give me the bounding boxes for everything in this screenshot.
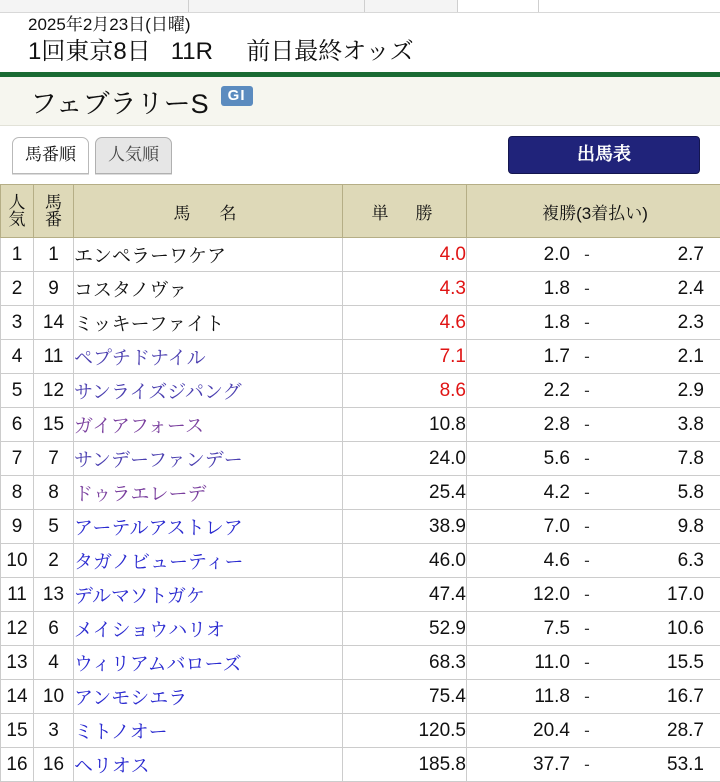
place-odds-high: 7.8 [604,448,716,470]
cell-win-odds: 46.0 [343,544,467,578]
place-odds-low: 11.8 [474,686,570,708]
place-odds-dash: - [570,585,604,605]
place-odds-low: 1.8 [474,278,570,300]
entry-table-button[interactable]: 出馬表 [508,136,700,174]
table-row[interactable] [1,612,720,646]
cell-popularity: 6 [1,408,34,442]
race-name: フェブラリーS [30,82,209,121]
place-odds-high: 2.3 [604,312,716,334]
cell-place-odds [467,680,720,714]
place-odds-high: 2.1 [604,346,716,368]
place-odds-dash: - [570,415,604,435]
cell-popularity: 7 [1,442,34,476]
cell-horse-name[interactable]: メイショウハリオ [74,612,343,646]
place-odds-high: 17.0 [604,584,716,606]
place-odds-range [467,380,720,402]
place-odds-low: 37.7 [474,754,570,776]
cell-place-odds [467,578,720,612]
cell-win-odds: 10.8 [343,408,467,442]
cell-horse-number: 14 [34,306,74,340]
cell-win-odds: 8.6 [343,374,467,408]
cell-place-odds [467,374,720,408]
race-date: 2025年2月23日(日曜) [0,14,720,36]
place-odds-low: 12.0 [474,584,570,606]
cell-horse-name[interactable]: サンデーファンデー [74,442,343,476]
cell-horse-name[interactable]: ウィリアムバローズ [74,646,343,680]
tab-segment-4[interactable] [458,0,539,12]
place-odds-range [467,720,720,742]
place-odds-high: 6.3 [604,550,716,572]
place-odds-range [467,754,720,776]
place-odds-range [467,516,720,538]
cell-horse-name[interactable]: アーテルアストレア [74,510,343,544]
cell-popularity: 9 [1,510,34,544]
place-odds-dash: - [570,279,604,299]
cell-horse-number: 11 [34,340,74,374]
odds-type-label: 前日最終オッズ [246,38,413,65]
place-odds-dash: - [570,245,604,265]
table-row[interactable] [1,510,720,544]
tab-by-popularity[interactable]: 人気順 [95,137,172,174]
cell-horse-name[interactable]: デルマソトガケ [74,578,343,612]
cell-place-odds [467,714,720,748]
place-odds-dash: - [570,721,604,741]
cell-win-odds: 4.3 [343,272,467,306]
cell-place-odds [467,612,720,646]
place-odds-low: 4.2 [474,482,570,504]
cell-horse-number: 16 [34,748,74,782]
column-header-place-odds: 複勝(3着払い) [467,185,720,238]
cell-horse-number: 9 [34,272,74,306]
place-odds-low: 2.8 [474,414,570,436]
cell-horse-name[interactable]: タガノビューティー [74,544,343,578]
place-odds-range [467,244,720,266]
column-header-win-odds: 単 勝 [343,185,467,238]
place-odds-dash: - [570,687,604,707]
odds-toolbar [0,126,720,184]
tab-segment-2[interactable] [189,0,365,12]
cell-popularity: 4 [1,340,34,374]
cell-place-odds [467,340,720,374]
place-odds-high: 2.7 [604,244,716,266]
cell-place-odds [467,748,720,782]
cell-horse-name[interactable]: ヘリオス [74,748,343,782]
cell-popularity: 10 [1,544,34,578]
place-odds-low: 1.7 [474,346,570,368]
cell-place-odds [467,238,720,272]
sort-tabs [12,137,172,174]
cell-horse-name[interactable]: エンペラーワケア [74,238,343,272]
cell-popularity: 5 [1,374,34,408]
table-row[interactable] [1,714,720,748]
cell-popularity: 15 [1,714,34,748]
cell-horse-name[interactable]: ミトノオー [74,714,343,748]
place-odds-range [467,414,720,436]
place-odds-dash: - [570,551,604,571]
place-odds-low: 11.0 [474,652,570,674]
cell-popularity: 3 [1,306,34,340]
cell-win-odds: 25.4 [343,476,467,510]
table-row[interactable] [1,680,720,714]
cell-popularity: 13 [1,646,34,680]
place-odds-low: 2.2 [474,380,570,402]
cell-place-odds [467,442,720,476]
place-odds-range [467,312,720,334]
cell-place-odds [467,476,720,510]
cell-horse-number: 12 [34,374,74,408]
table-row[interactable] [1,306,720,340]
tab-strip-filler [539,0,720,12]
meeting-label: 1回東京8日 [28,38,151,65]
cell-horse-name[interactable]: ミッキーファイト [74,306,343,340]
place-odds-high: 5.8 [604,482,716,504]
place-odds-dash: - [570,755,604,775]
place-odds-high: 16.7 [604,686,716,708]
place-odds-high: 53.1 [604,754,716,776]
cell-win-odds: 4.0 [343,238,467,272]
cell-win-odds: 47.4 [343,578,467,612]
place-odds-dash: - [570,619,604,639]
grade-badge: GI [221,86,253,106]
place-odds-range [467,278,720,300]
cell-popularity: 1 [1,238,34,272]
cell-win-odds: 120.5 [343,714,467,748]
place-odds-dash: - [570,517,604,537]
cell-win-odds: 24.0 [343,442,467,476]
place-odds-dash: - [570,449,604,469]
cell-popularity: 11 [1,578,34,612]
cell-horse-number: 13 [34,578,74,612]
cell-place-odds [467,306,720,340]
cell-win-odds: 4.6 [343,306,467,340]
place-odds-low: 5.6 [474,448,570,470]
place-odds-high: 3.8 [604,414,716,436]
cell-place-odds [467,646,720,680]
race-number: 11R [171,38,213,65]
cell-popularity: 2 [1,272,34,306]
cell-horse-name[interactable]: ペプチドナイル [74,340,343,374]
place-odds-range [467,618,720,640]
place-odds-range [467,652,720,674]
table-row[interactable] [1,340,720,374]
column-header-popularity: 人 気 [1,185,34,238]
page-header [0,13,720,72]
place-odds-dash: - [570,347,604,367]
place-odds-dash: - [570,483,604,503]
table-row[interactable] [1,748,720,782]
tab-segment-3[interactable] [365,0,458,12]
place-odds-high: 9.8 [604,516,716,538]
cell-horse-name[interactable]: アンモシエラ [74,680,343,714]
cell-popularity: 8 [1,476,34,510]
table-header-row [1,185,720,238]
cell-popularity: 14 [1,680,34,714]
place-odds-range [467,482,720,504]
table-row[interactable] [1,408,720,442]
odds-table [0,184,720,782]
place-odds-range [467,584,720,606]
cell-popularity: 12 [1,612,34,646]
table-row[interactable] [1,374,720,408]
cell-horse-number: 2 [34,544,74,578]
place-odds-range [467,686,720,708]
cell-win-odds: 38.9 [343,510,467,544]
place-odds-high: 28.7 [604,720,716,742]
cell-horse-name[interactable]: ドゥラエレーデ [74,476,343,510]
odds-table-body [1,238,720,782]
place-odds-dash: - [570,313,604,333]
place-odds-high: 2.9 [604,380,716,402]
cell-horse-number: 10 [34,680,74,714]
tab-segment-1[interactable] [0,0,189,12]
cell-popularity: 16 [1,748,34,782]
cell-horse-name[interactable]: サンライズジパング [74,374,343,408]
cell-horse-name[interactable]: コスタノヴァ [74,272,343,306]
cell-place-odds [467,544,720,578]
cell-horse-name[interactable]: ガイアフォース [74,408,343,442]
table-row[interactable] [1,442,720,476]
cell-horse-number: 3 [34,714,74,748]
cell-win-odds: 52.9 [343,612,467,646]
table-row[interactable] [1,646,720,680]
column-header-horse-name: 馬 名 [74,185,343,238]
place-odds-range [467,346,720,368]
cell-win-odds: 185.8 [343,748,467,782]
column-header-horse-number: 馬 番 [34,185,74,238]
cell-win-odds: 75.4 [343,680,467,714]
cell-horse-number: 4 [34,646,74,680]
place-odds-low: 1.8 [474,312,570,334]
cell-horse-number: 15 [34,408,74,442]
browser-tab-strip [0,0,720,13]
cell-place-odds [467,272,720,306]
table-row[interactable] [1,578,720,612]
race-title-line [0,36,720,72]
race-name-row [0,77,720,126]
place-odds-low: 4.6 [474,550,570,572]
place-odds-low: 7.0 [474,516,570,538]
place-odds-high: 10.6 [604,618,716,640]
cell-horse-number: 8 [34,476,74,510]
place-odds-range [467,448,720,470]
cell-place-odds [467,510,720,544]
place-odds-dash: - [570,653,604,673]
cell-win-odds: 7.1 [343,340,467,374]
tab-by-horse-number[interactable]: 馬番順 [12,137,89,174]
cell-win-odds: 68.3 [343,646,467,680]
place-odds-high: 2.4 [604,278,716,300]
table-row[interactable] [1,238,720,272]
table-row[interactable] [1,544,720,578]
table-row[interactable] [1,272,720,306]
place-odds-range [467,550,720,572]
place-odds-low: 2.0 [474,244,570,266]
place-odds-low: 7.5 [474,618,570,640]
cell-horse-number: 1 [34,238,74,272]
cell-place-odds [467,408,720,442]
place-odds-high: 15.5 [604,652,716,674]
place-odds-low: 20.4 [474,720,570,742]
table-row[interactable] [1,476,720,510]
place-odds-dash: - [570,381,604,401]
cell-horse-number: 5 [34,510,74,544]
cell-horse-number: 6 [34,612,74,646]
cell-horse-number: 7 [34,442,74,476]
